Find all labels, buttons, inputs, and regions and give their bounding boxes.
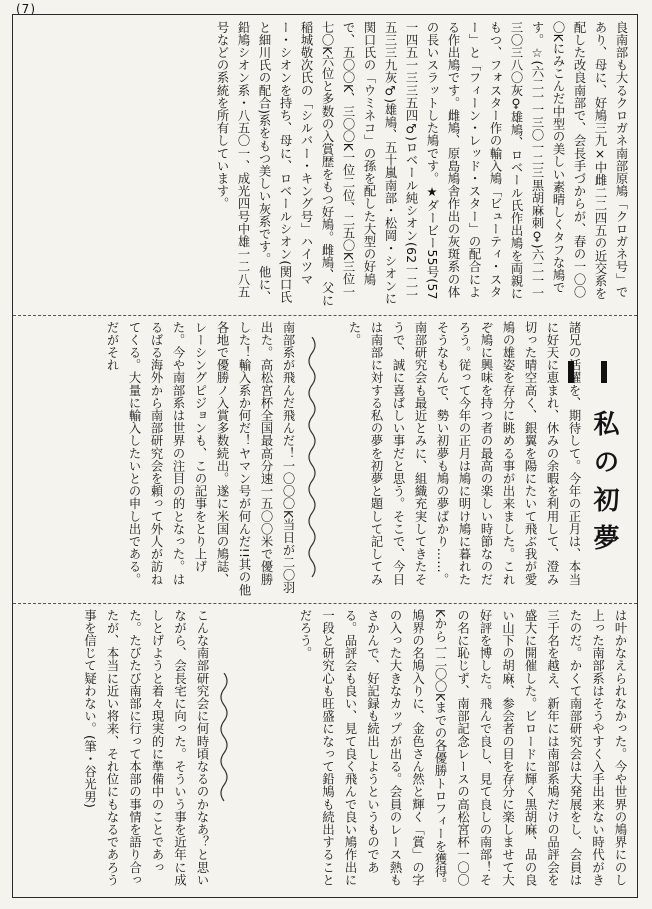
wavy-divider-bottom <box>217 673 231 803</box>
top-body-text: 良南部も大るクロガネ南部原鳩「クロガネ号」であり、母に、好鳩三九×中雌二二四五の近交系を配した改良南部で、会長手づからが、春の一〇〇〇Kにみこんだ中型の美しい素晴しくタフな鳩です。☆(六二一一三〇一二三黒胡麻刺♀)六二一一三〇三八〇灰♀雄鳩、ロベール氏作出鳩を両親にもつ、フォスター作の輸入鳩「ビューティ・スター」と「フィーン・レッド・スター」の配合による作出鳩です。雌鳩、原島鳩舎作出の灰斑系の体の長いスラットした鳩です。★ダービー55号(57一四五一三三五四♂)ロベール純シオン(62一二一五三三九灰♂)雄鳩、五十嵐南部・松岡・シオンに関口氏の「ウミネコ」の孫を配した大型の好鳩で、五〇〇K、三〇〇K一位二位、二五〇K三位一七〇K六位と多数の入賞歴をもつ好鳩。雌鳩、父に稲城敬次氏の「シルバー・キング号」ハイツマー・シオンを持ち、母に、ロベールシオン(関口氏と細川氏の配合)系をもつ美しい灰系です。他に、鉛鳩シオン系・八五〇一、成光四号中雄一二八五号などの系統を所有しています。 <box>215 21 628 307</box>
page-frame <box>12 14 638 898</box>
middle-section <box>13 315 637 603</box>
essay-closing-text: こんな南部研究会に何時頃なるのかなあ？と思いながら、会長宅に向った。そういう事を近年に成しとげようと着々現実的に準備中のことであった。たびたび南部に行って本部の事情を語り合ったが、本当に近い将来、それ位にもなるであろう事を信じて疑わない。(筆・谷光男) <box>82 609 209 887</box>
page-number: (7) <box>16 2 36 16</box>
heading-bar-top <box>601 361 607 383</box>
essay-dream-text: 南部系が飛んだ飛んだ！一〇〇〇K当日が二〇羽出た。高松宮杯全国最高分速一五〇〇米で優勝した！輸入系か何だ！ヤマン号が何んだ!!其の他各地で優勝ノ入賞多数続出。遂に米国の鳩誌、レーシングピジョンも、この記事をとり上げた。今や南部系は世界の注目の的となった。はるばる海外から南部研究会を頼って外人が訪ねてくる。大量に輸入したいとの申し出である。だがそれ <box>105 321 295 597</box>
bottom-section <box>13 603 637 899</box>
essay-intro-text: 諸兄の活躍を、期待して。今年の正月は、本当に好天に恵まれ、休みの余暇を利用して、澄み切った晴空高く、銀翼を陽にたいて飛ぶ我が愛鳩の雄姿を存分に眺める事が出来ました。これぞ鳩に興味を持つ者の最高の楽しい時節なのだろう。従って今年の正月は鳩に明け鳩に暮れたそうなもんで、勢い初夢も鳩の夢ばかり……。南部研究会も最近とみに、組織充実してきたそうで、誠に喜ばしい事だと思う。そこで、今日は南部に対する私の夢を初夢と題して記してみた。 <box>347 321 581 586</box>
top-section <box>13 15 637 315</box>
wavy-divider-mid <box>305 337 319 587</box>
essay-continued-text: は叶かなえられなかった。今や世界の鳩界にのし上った南部系はそうやすく入手出来ない時代がきたのだ。かくて南部研究会は大発展をし、会員は三千名を越え、新年には南部系鳩だけの品評会を盛大に開催した。ビロードに輝く黒胡麻、品の良い山下の胡麻、参会者の目を存分に楽しませて大好評を博した。飛んで良し、見て良しの南部！その名に恥じず、南部記念レースの高松宮杯一〇〇Kから一二〇〇Kまでの各優勝トロフィーを獲得。鳩界の名鳩入りに、金色さん然と輝く「賞」の字の入った大きなカップが出る。会員のレース熱もさかんで、好記録も続出しようというものである。品評会も良い、見て良く飛んで良い鳩作出に一段と研究心も旺盛になって鉛鳩も続出することだろう。 <box>298 609 627 891</box>
essay-title: 私の初夢 <box>589 410 619 563</box>
